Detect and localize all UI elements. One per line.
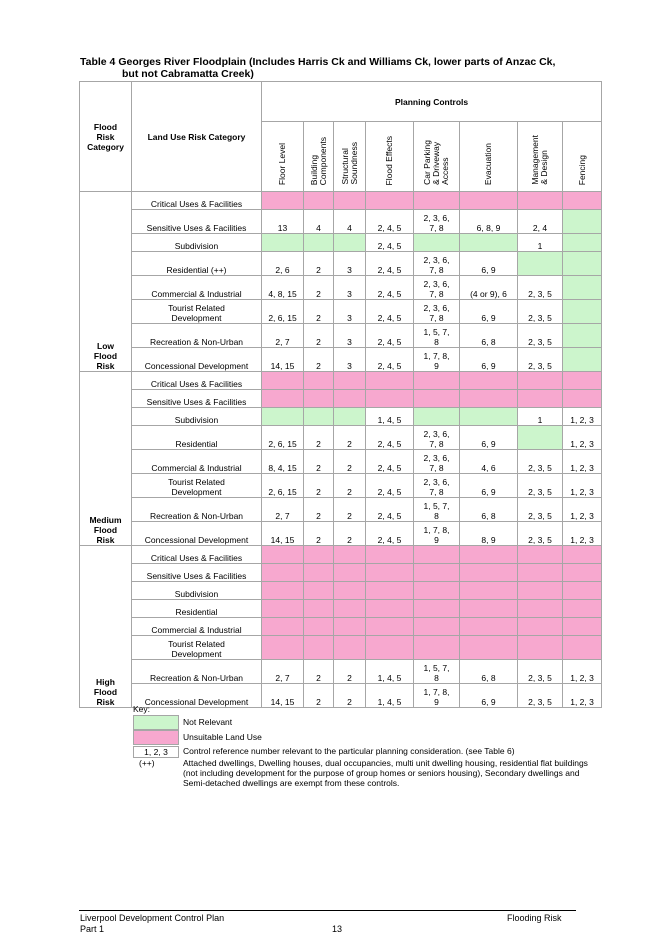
land-use-label: Subdivision xyxy=(132,234,262,252)
flood-risk-table xyxy=(79,81,602,708)
control-cell: 6, 8 xyxy=(460,498,518,522)
control-cell: 1, 5, 7, 8 xyxy=(414,324,460,348)
control-cell xyxy=(334,546,366,564)
control-cell: (4 or 9), 6 xyxy=(460,276,518,300)
control-cell: 6, 9 xyxy=(460,252,518,276)
control-cell: 3 xyxy=(334,348,366,372)
control-cell xyxy=(414,234,460,252)
control-cell: 2, 3, 5 xyxy=(518,276,563,300)
header-control-label: Floor Level xyxy=(277,142,287,185)
control-cell xyxy=(304,390,334,408)
table-row xyxy=(80,234,602,252)
control-cell xyxy=(334,564,366,582)
control-cell: 2 xyxy=(304,474,334,498)
control-cell: 2 xyxy=(304,522,334,546)
header-control xyxy=(518,122,563,192)
control-cell: 2, 4, 5 xyxy=(366,348,414,372)
header-control-label: Fencing xyxy=(576,154,587,185)
control-cell: 2 xyxy=(334,660,366,684)
table-row xyxy=(80,426,602,450)
table-title xyxy=(80,56,580,80)
control-cell xyxy=(262,636,304,660)
control-cell: 2 xyxy=(304,684,334,708)
control-cell: 6, 8 xyxy=(460,660,518,684)
control-cell: 14, 15 xyxy=(262,684,304,708)
control-cell xyxy=(518,426,563,450)
land-use-label: Concessional Development xyxy=(132,522,262,546)
control-cell xyxy=(334,618,366,636)
control-cell xyxy=(563,600,602,618)
control-cell xyxy=(366,192,414,210)
land-use-label: Sensitive Uses & Facilities xyxy=(132,390,262,408)
control-cell xyxy=(518,564,563,582)
control-cell xyxy=(304,234,334,252)
control-cell: 6, 9 xyxy=(460,348,518,372)
control-cell xyxy=(414,564,460,582)
table-row xyxy=(80,636,602,660)
control-cell xyxy=(414,372,460,390)
control-cell: 2, 4, 5 xyxy=(366,234,414,252)
control-cell: 6, 8 xyxy=(460,324,518,348)
land-use-label: Sensitive Uses & Facilities xyxy=(132,210,262,234)
land-use-label: Recreation & Non-Urban xyxy=(132,324,262,348)
control-cell xyxy=(414,636,460,660)
control-cell xyxy=(304,618,334,636)
control-cell xyxy=(460,618,518,636)
land-use-label: Critical Uses & Facilities xyxy=(132,372,262,390)
control-cell xyxy=(366,600,414,618)
control-cell: 2, 3, 5 xyxy=(518,522,563,546)
control-cell xyxy=(366,564,414,582)
control-cell xyxy=(334,408,366,426)
control-cell: 1, 4, 5 xyxy=(366,684,414,708)
header-control-label: Structural Soundness xyxy=(339,142,359,185)
control-cell: 2, 3, 5 xyxy=(518,498,563,522)
control-cell: 2, 3, 6, 7, 8 xyxy=(414,210,460,234)
control-cell: 2, 7 xyxy=(262,324,304,348)
control-cell: 3 xyxy=(334,324,366,348)
key-legend xyxy=(133,704,588,798)
control-cell xyxy=(304,600,334,618)
control-cell: 2, 4, 5 xyxy=(366,450,414,474)
footer-section: Flooding Risk xyxy=(507,913,562,923)
control-cell xyxy=(366,546,414,564)
header-control xyxy=(334,122,366,192)
header-control-label: Evacuation xyxy=(483,142,493,185)
table-row xyxy=(80,684,602,708)
table-row xyxy=(80,564,602,582)
control-cell: 2, 3, 6, 7, 8 xyxy=(414,252,460,276)
control-cell xyxy=(414,390,460,408)
control-cell xyxy=(262,372,304,390)
control-cell: 1, 7, 8, 9 xyxy=(414,522,460,546)
control-cell: 2, 3, 5 xyxy=(518,324,563,348)
control-cell xyxy=(563,300,602,324)
control-cell: 13 xyxy=(262,210,304,234)
control-cell: 1 xyxy=(518,234,563,252)
control-cell xyxy=(563,582,602,600)
control-cell xyxy=(262,408,304,426)
control-cell: 2 xyxy=(304,276,334,300)
key-plus-symbol: (++) xyxy=(139,758,155,768)
table-row xyxy=(80,372,602,390)
control-cell xyxy=(414,192,460,210)
footer-rule xyxy=(79,910,576,911)
land-use-label: Tourist Related Development xyxy=(132,636,262,660)
control-cell: 6, 8, 9 xyxy=(460,210,518,234)
header-control-label: Flood Effects xyxy=(384,135,394,185)
control-cell: 6, 9 xyxy=(460,684,518,708)
table-row xyxy=(80,324,602,348)
table-row xyxy=(80,546,602,564)
control-cell: 2, 3, 5 xyxy=(518,660,563,684)
control-cell: 1, 2, 3 xyxy=(563,522,602,546)
control-cell: 2, 3, 5 xyxy=(518,300,563,324)
key-swatch-reference: 1, 2, 3 xyxy=(133,746,179,758)
control-cell xyxy=(366,582,414,600)
control-cell: 2 xyxy=(304,426,334,450)
control-cell: 3 xyxy=(334,252,366,276)
flood-risk-category: High Flood Risk xyxy=(80,546,132,708)
control-cell xyxy=(518,390,563,408)
control-cell: 4 xyxy=(334,210,366,234)
land-use-label: Critical Uses & Facilities xyxy=(132,546,262,564)
table-row xyxy=(80,522,602,546)
control-cell xyxy=(563,618,602,636)
control-cell: 2 xyxy=(304,300,334,324)
land-use-label: Recreation & Non-Urban xyxy=(132,498,262,522)
control-cell: 2, 7 xyxy=(262,660,304,684)
key-unsuitable: Unsuitable Land Use xyxy=(183,732,262,742)
control-cell: 1, 5, 7, 8 xyxy=(414,498,460,522)
control-cell: 2, 4, 5 xyxy=(366,522,414,546)
header-planning-controls: Planning Controls xyxy=(262,82,602,122)
key-swatch-unsuitable xyxy=(133,730,179,745)
control-cell xyxy=(563,276,602,300)
control-cell: 2, 4, 5 xyxy=(366,210,414,234)
control-cell xyxy=(518,618,563,636)
control-cell xyxy=(304,564,334,582)
table-row xyxy=(80,474,602,498)
control-cell: 1, 2, 3 xyxy=(563,684,602,708)
control-cell xyxy=(334,582,366,600)
control-cell xyxy=(366,636,414,660)
control-cell xyxy=(366,390,414,408)
control-cell xyxy=(262,618,304,636)
control-cell: 2, 6, 15 xyxy=(262,426,304,450)
control-cell xyxy=(518,636,563,660)
control-cell xyxy=(460,546,518,564)
control-cell: 2, 3, 5 xyxy=(518,450,563,474)
control-cell: 2, 4, 5 xyxy=(366,324,414,348)
land-use-label: Commercial & Industrial xyxy=(132,276,262,300)
key-swatch-not-relevant xyxy=(133,715,179,730)
control-cell: 1, 2, 3 xyxy=(563,660,602,684)
control-cell: 2 xyxy=(334,498,366,522)
control-cell xyxy=(334,234,366,252)
control-cell: 2, 3, 6, 7, 8 xyxy=(414,426,460,450)
table-row xyxy=(80,192,602,210)
control-cell xyxy=(262,234,304,252)
control-cell: 2, 4, 5 xyxy=(366,276,414,300)
control-cell xyxy=(304,372,334,390)
control-cell xyxy=(563,234,602,252)
control-cell xyxy=(414,546,460,564)
control-cell xyxy=(563,390,602,408)
control-cell xyxy=(563,324,602,348)
control-cell xyxy=(304,192,334,210)
table-row xyxy=(80,660,602,684)
table-row xyxy=(80,618,602,636)
header-control xyxy=(262,122,304,192)
control-cell xyxy=(563,192,602,210)
header-control xyxy=(366,122,414,192)
table-row xyxy=(80,276,602,300)
table-row xyxy=(80,252,602,276)
control-cell: 14, 15 xyxy=(262,348,304,372)
control-cell: 1, 2, 3 xyxy=(563,450,602,474)
land-use-label: Commercial & Industrial xyxy=(132,618,262,636)
control-cell: 6, 9 xyxy=(460,426,518,450)
control-cell: 4 xyxy=(304,210,334,234)
control-cell: 2, 4 xyxy=(518,210,563,234)
key-plus-text: Attached dwellings, Dwelling houses, dual occupancies, multi unit dwelling housing, residential flat buildings (not including development for the purpose of group homes or seniors housing), Secondary dwellings and Semi-detached dwellings are exempt from these controls. xyxy=(183,758,588,788)
control-cell xyxy=(334,372,366,390)
land-use-label: Tourist Related Development xyxy=(132,300,262,324)
control-cell: 1, 4, 5 xyxy=(366,660,414,684)
control-cell xyxy=(518,582,563,600)
control-cell: 2, 4, 5 xyxy=(366,252,414,276)
control-cell xyxy=(366,372,414,390)
land-use-label: Subdivision xyxy=(132,408,262,426)
control-cell xyxy=(460,636,518,660)
control-cell: 1, 2, 3 xyxy=(563,474,602,498)
control-cell xyxy=(262,390,304,408)
control-cell: 2 xyxy=(304,348,334,372)
land-use-label: Subdivision xyxy=(132,582,262,600)
table-row xyxy=(80,348,602,372)
control-cell: 3 xyxy=(334,276,366,300)
control-cell: 2, 7 xyxy=(262,498,304,522)
control-cell: 2, 6, 15 xyxy=(262,300,304,324)
header-control xyxy=(563,122,602,192)
header-control xyxy=(460,122,518,192)
control-cell: 14, 15 xyxy=(262,522,304,546)
control-cell: 2 xyxy=(334,450,366,474)
control-cell: 2, 3, 5 xyxy=(518,684,563,708)
control-cell xyxy=(563,636,602,660)
control-cell xyxy=(460,582,518,600)
control-cell: 2, 3, 6, 7, 8 xyxy=(414,276,460,300)
footer-part: Part 1 xyxy=(80,924,105,934)
control-cell: 6, 9 xyxy=(460,474,518,498)
control-cell xyxy=(414,582,460,600)
control-cell: 2 xyxy=(304,498,334,522)
control-cell: 2, 3, 6, 7, 8 xyxy=(414,450,460,474)
control-cell xyxy=(460,600,518,618)
control-cell xyxy=(262,582,304,600)
control-cell: 1, 2, 3 xyxy=(563,426,602,450)
control-cell xyxy=(460,372,518,390)
control-cell xyxy=(262,600,304,618)
control-cell xyxy=(304,636,334,660)
table-row xyxy=(80,600,602,618)
flood-risk-category: Medium Flood Risk xyxy=(80,372,132,546)
control-cell: 1, 4, 5 xyxy=(366,408,414,426)
control-cell xyxy=(262,564,304,582)
control-cell xyxy=(460,408,518,426)
header-control xyxy=(414,122,460,192)
land-use-label: Residential xyxy=(132,600,262,618)
control-cell: 2 xyxy=(334,474,366,498)
control-cell: 4, 6 xyxy=(460,450,518,474)
land-use-label: Recreation & Non-Urban xyxy=(132,660,262,684)
control-cell xyxy=(460,390,518,408)
table-row xyxy=(80,408,602,426)
header-control-label: Car Parking & Driveway Access xyxy=(422,140,450,185)
control-cell xyxy=(334,390,366,408)
control-cell xyxy=(414,600,460,618)
control-cell xyxy=(518,192,563,210)
control-cell: 8, 4, 15 xyxy=(262,450,304,474)
control-cell xyxy=(460,234,518,252)
control-cell: 2 xyxy=(304,324,334,348)
control-cell xyxy=(334,192,366,210)
key-title: Key: xyxy=(133,704,151,714)
control-cell xyxy=(366,618,414,636)
control-cell: 1 xyxy=(518,408,563,426)
table-title-line-2: but not Cabramatta Creek) xyxy=(122,68,254,80)
control-cell xyxy=(460,192,518,210)
table-row xyxy=(80,300,602,324)
land-use-label: Concessional Development xyxy=(132,348,262,372)
key-not-relevant: Not Relevant xyxy=(183,717,233,727)
control-cell xyxy=(563,546,602,564)
table-row xyxy=(80,210,602,234)
control-cell: 4, 8, 15 xyxy=(262,276,304,300)
control-cell: 2, 4, 5 xyxy=(366,498,414,522)
control-cell: 2 xyxy=(304,660,334,684)
control-cell xyxy=(518,252,563,276)
land-use-label: Tourist Related Development xyxy=(132,474,262,498)
control-cell: 1, 5, 7, 8 xyxy=(414,660,460,684)
control-cell: 1, 2, 3 xyxy=(563,408,602,426)
control-cell xyxy=(304,546,334,564)
control-cell xyxy=(563,252,602,276)
control-cell xyxy=(304,408,334,426)
header-control xyxy=(304,122,334,192)
control-cell: 2 xyxy=(334,522,366,546)
control-cell: 2, 3, 6, 7, 8 xyxy=(414,474,460,498)
land-use-label: Sensitive Uses & Facilities xyxy=(132,564,262,582)
header-control-label: Building Components xyxy=(308,136,328,185)
control-cell xyxy=(262,546,304,564)
control-cell: 2, 4, 5 xyxy=(366,474,414,498)
control-cell xyxy=(563,348,602,372)
land-use-label: Residential xyxy=(132,426,262,450)
land-use-label: Concessional Development xyxy=(132,684,262,708)
key-reference-text: Control reference number relevant to the particular planning consideration. (see Table 6) xyxy=(183,746,515,756)
control-cell xyxy=(414,408,460,426)
control-cell xyxy=(563,372,602,390)
table-title-line-1: Table 4 Georges River Floodplain (Includes Harris Ck and Williams Ck, lower parts of Anzac Ck, xyxy=(80,56,556,68)
control-cell xyxy=(563,210,602,234)
table-row xyxy=(80,450,602,474)
control-cell: 2, 3, 5 xyxy=(518,474,563,498)
control-cell xyxy=(563,564,602,582)
table-row xyxy=(80,498,602,522)
control-cell: 6, 9 xyxy=(460,300,518,324)
control-cell: 1, 7, 8, 9 xyxy=(414,348,460,372)
control-cell xyxy=(518,546,563,564)
control-cell xyxy=(518,372,563,390)
footer-doc-title: Liverpool Development Control Plan xyxy=(80,913,225,923)
control-cell: 3 xyxy=(334,300,366,324)
control-cell xyxy=(262,192,304,210)
control-cell: 1, 7, 8, 9 xyxy=(414,684,460,708)
control-cell xyxy=(334,600,366,618)
header-flood-risk-category: Flood Risk Category xyxy=(80,82,132,192)
control-cell: 2 xyxy=(334,426,366,450)
land-use-label: Commercial & Industrial xyxy=(132,450,262,474)
footer-page-number: 13 xyxy=(332,924,343,934)
control-cell: 1, 2, 3 xyxy=(563,498,602,522)
header-land-use-risk-category: Land Use Risk Category xyxy=(132,82,262,192)
control-cell xyxy=(518,600,563,618)
control-cell: 2, 4, 5 xyxy=(366,300,414,324)
land-use-label: Critical Uses & Facilities xyxy=(132,192,262,210)
control-cell: 2, 4, 5 xyxy=(366,426,414,450)
control-cell: 2, 6 xyxy=(262,252,304,276)
control-cell: 2, 6, 15 xyxy=(262,474,304,498)
control-cell xyxy=(304,582,334,600)
control-cell xyxy=(334,636,366,660)
control-cell: 2, 3, 5 xyxy=(518,348,563,372)
flood-risk-category: Low Flood Risk xyxy=(80,192,132,372)
header-control-label: Management & Design xyxy=(530,135,549,185)
land-use-label: Residential (++) xyxy=(132,252,262,276)
control-cell: 2 xyxy=(334,684,366,708)
control-cell: 2 xyxy=(304,252,334,276)
control-cell: 2, 3, 6, 7, 8 xyxy=(414,300,460,324)
control-cell: 2 xyxy=(304,450,334,474)
control-cell xyxy=(460,564,518,582)
table-row xyxy=(80,390,602,408)
control-cell: 8, 9 xyxy=(460,522,518,546)
control-cell xyxy=(414,618,460,636)
table-row xyxy=(80,582,602,600)
